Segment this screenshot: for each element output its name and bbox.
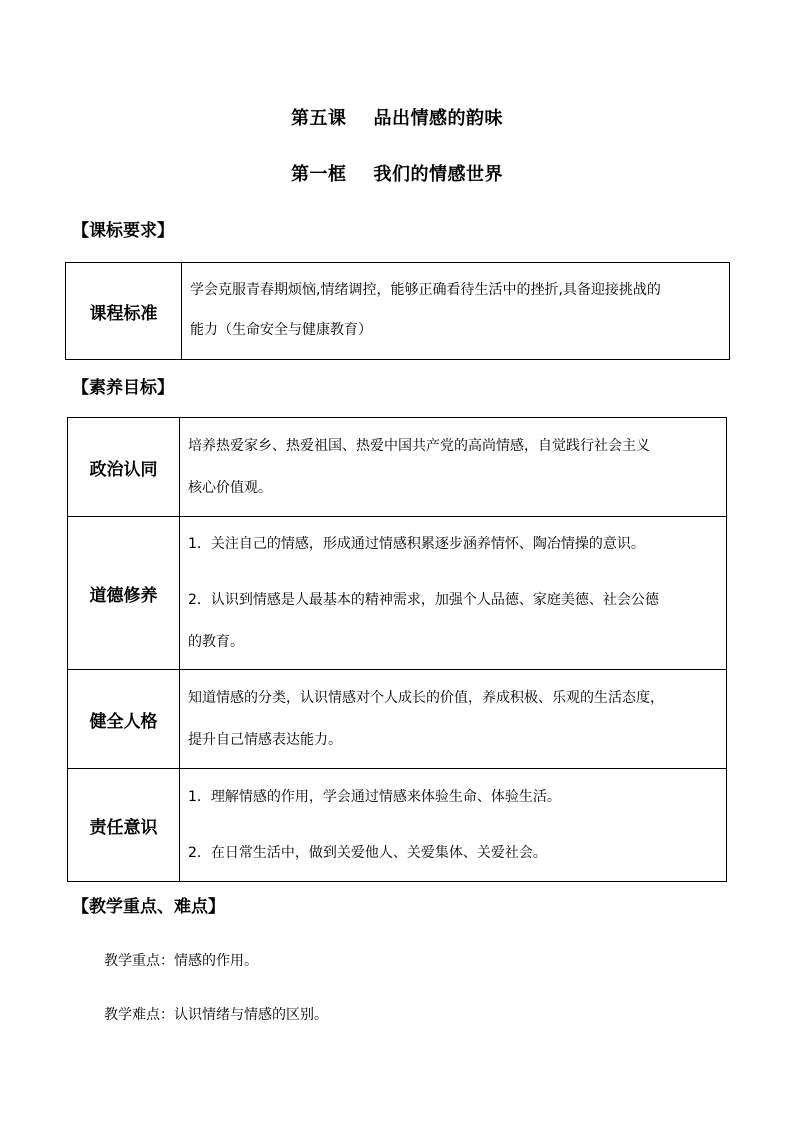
- literacy-row-responsibility: [68, 769, 727, 882]
- row-content-responsibility: [180, 769, 727, 882]
- curriculum-label: 课程标准: [66, 263, 182, 360]
- curriculum-line-2: 能力（生命安全与健康教育）: [190, 322, 372, 338]
- row-label-political-identity: 政治认同: [68, 418, 180, 517]
- curriculum-table: [65, 262, 730, 360]
- curriculum-row: [66, 263, 730, 360]
- political-line-1: 培养热爱家乡、热爱祖国、热爱中国共产党的高尚情感，自觉践行社会主义: [188, 438, 650, 454]
- row-content-moral-cultivation: [180, 517, 727, 670]
- curriculum-heading: 【课标要求】: [72, 221, 174, 241]
- literacy-row-personality: [68, 670, 727, 769]
- row-label-responsibility: 责任意识: [68, 769, 180, 882]
- responsibility-item-2: 2．在日常生活中，做到关爱他人、关爱集体、关爱社会。: [188, 845, 547, 861]
- difficult-point: 教学难点：认识情绪与情感的区别。: [104, 1007, 328, 1023]
- literacy-row-political: [68, 418, 727, 517]
- section-title: 第一框 我们的情感世界: [290, 164, 504, 185]
- political-line-2: 核心价值观。: [188, 480, 272, 496]
- personality-line-2: 提升自己情感表达能力。: [188, 732, 342, 748]
- curriculum-content: [182, 263, 730, 360]
- key-point: 教学重点：情感的作用。: [104, 953, 258, 969]
- literacy-table: [67, 417, 727, 882]
- lesson-title: 第五课 品出情感的韵味: [290, 108, 504, 129]
- moral-item-2-line-2: 的教育。: [188, 634, 244, 650]
- focus-heading: 【教学重点、难点】: [72, 897, 225, 917]
- row-content-political-identity: [180, 418, 727, 517]
- moral-item-2-line-1: 2．认识到情感是人最基本的精神需求，加强个人品德、家庭美德、社会公德: [188, 592, 659, 608]
- row-label-sound-personality: 健全人格: [68, 670, 180, 769]
- literacy-row-moral: [68, 517, 727, 670]
- curriculum-line-1: 学会克服青春期烦恼,情绪调控，能够正确看待生活中的挫折,具备迎接挑战的: [190, 282, 661, 298]
- literacy-heading: 【素养目标】: [72, 378, 174, 398]
- moral-item-1: 1．关注自己的情感，形成通过情感积累逐步涵养情怀、陶冶情操的意识。: [188, 536, 645, 552]
- personality-line-1: 知道情感的分类，认识情感对个人成长的价值，养成积极、乐观的生活态度，: [188, 690, 664, 706]
- row-label-moral-cultivation: 道德修养: [68, 517, 180, 670]
- responsibility-item-1: 1．理解情感的作用，学会通过情感来体验生命、体验生活。: [188, 789, 561, 805]
- row-content-sound-personality: [180, 670, 727, 769]
